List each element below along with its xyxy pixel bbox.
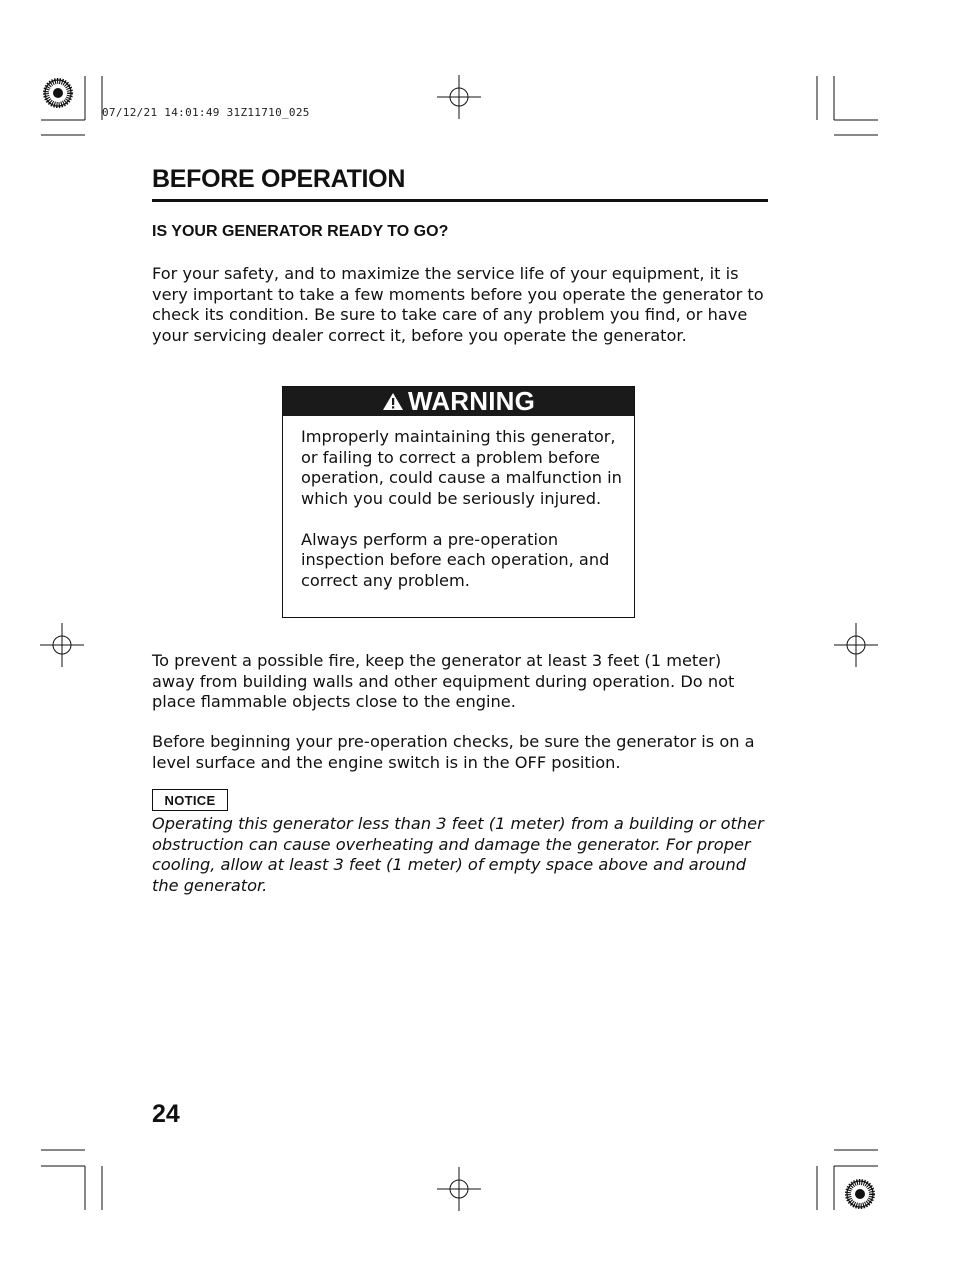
registration-crosshair-top xyxy=(437,75,481,119)
warning-header xyxy=(283,387,634,416)
precheck-paragraph: Before beginning your pre-operation checks, be sure the generator is on a level surface and the engine switch is in the OFF position. xyxy=(152,732,755,772)
intro-paragraph: For your safety, and to maximize the service life of your equipment, it is very important to take a few moments before you operate the generator to check its condition. Be sure to take care of any problem you find, or have your servicing dealer correct it, before you operate the generator. xyxy=(152,264,764,345)
registration-starburst-bottom-right xyxy=(847,1181,873,1207)
notice-label: NOTICE xyxy=(152,789,228,811)
section-title: BEFORE OPERATION xyxy=(152,165,406,193)
registration-crosshair-left xyxy=(40,623,84,667)
warning-body xyxy=(283,416,634,591)
page-number: 24 xyxy=(152,1100,180,1128)
registration-crosshair-bottom xyxy=(437,1167,481,1211)
warning-label: WARNING xyxy=(407,386,536,416)
print-timestamp: 07/12/21 14:01:49 31Z11710_025 xyxy=(102,106,310,119)
warning-paragraph: Always perform a pre-operation inspection before each operation, and correct any problem. xyxy=(301,529,610,590)
warning-box xyxy=(282,386,635,618)
registration-starburst-top-left xyxy=(45,80,71,106)
subheading: IS YOUR GENERATOR READY TO GO? xyxy=(152,223,449,240)
fire-safety-paragraph: To prevent a possible fire, keep the generator at least 3 feet (1 meter) away from building walls and other equipment during operation. Do not place flammable objects close to the engine. xyxy=(152,651,735,711)
warning-paragraph: Improperly maintaining this generator, or failing to correct a problem before operation, could cause a malfunction in which you could be seriously injured. xyxy=(301,427,622,508)
notice-text: Operating this generator less than 3 feet (1 meter) from a building or other obstruction can cause overheating and damage the generator. For proper cooling, allow at least 3 feet (1 meter) of empty space above and around the generator. xyxy=(152,814,764,895)
title-divider xyxy=(152,199,768,202)
warning-triangle-icon xyxy=(382,392,404,411)
registration-crosshair-right xyxy=(834,623,878,667)
